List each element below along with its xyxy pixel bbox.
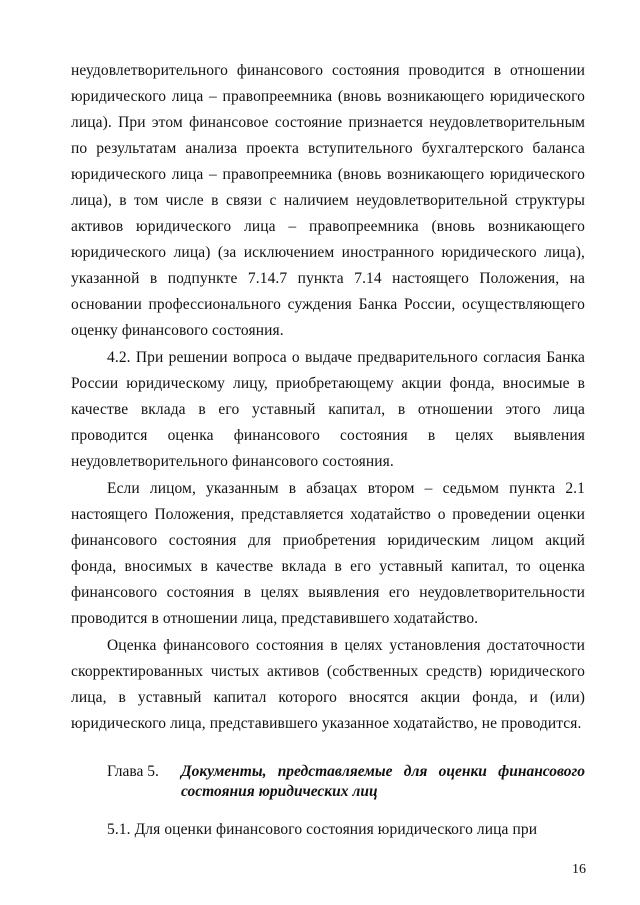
page-number: 16 (572, 862, 586, 877)
paragraph-5-1 (71, 817, 585, 843)
paragraph-petition (71, 476, 585, 632)
paragraph-4-2 (71, 345, 585, 475)
paragraph-text: неудовлетворительного финансового состояния проводится в отношении юридического лица – правопреемника (вновь возникающего юридического лица). При этом финансовое состояние признается неудовлетворительным по результатам анализа проекта вступительного бухгалтерского баланса юридического лица – правопреемника (вновь возникающего юридического лица), в том числе в связи с наличием неудовлетворительной структуры активов юридического лица – правопреемника (вновь возникающего юридического лица) (за исключением иностранного юридического лица), указанной в подпункте 7.14.7 пункта 7.14 настоящего Положения, на основании профессионального суждения Банка России, осуществляющего оценку финансового состояния. (71, 62, 585, 339)
paragraph-text: Если лицом, указанным в абзацах втором – седьмом пункта 2.1 настоящего Положения, представляется ходатайство о проведении оценки финансового состояния для приобретения юридическим лицом акций фонда, вносимых в качестве вклада в его уставный капитал, то оценка финансового состояния в целях выявления его неудовлетворительности проводится в отношении лица, представившего ходатайство. (71, 480, 585, 627)
paragraph-text: Оценка финансового состояния в целях установления достаточности скорректированных чистых активов (собственных средств) юридического лица, в уставный капитал которого вносятся акции фонда, и (или) юридического лица, представившего указанное ходатайство, не проводится. (71, 637, 585, 732)
chapter-heading (107, 762, 585, 802)
paragraph-continuation (71, 58, 585, 344)
paragraph-net-assets (71, 633, 585, 737)
paragraph-text: 4.2. При решении вопроса о выдаче предварительного согласия Банка России юридическому лицу, приобретающему акции фонда, вносимые в качестве вклада в его уставный капитал, в отношении этого лица проводится оценка финансового состояния в целях выявления неудовлетворительного финансового состояния. (71, 349, 585, 470)
chapter-label: Глава 5. (107, 763, 159, 780)
chapter-title: Документы, представляемые для оценки финансового состояния юридических лиц (181, 763, 585, 800)
paragraph-text: 5.1. Для оценки финансового состояния юридического лица при (107, 821, 538, 838)
